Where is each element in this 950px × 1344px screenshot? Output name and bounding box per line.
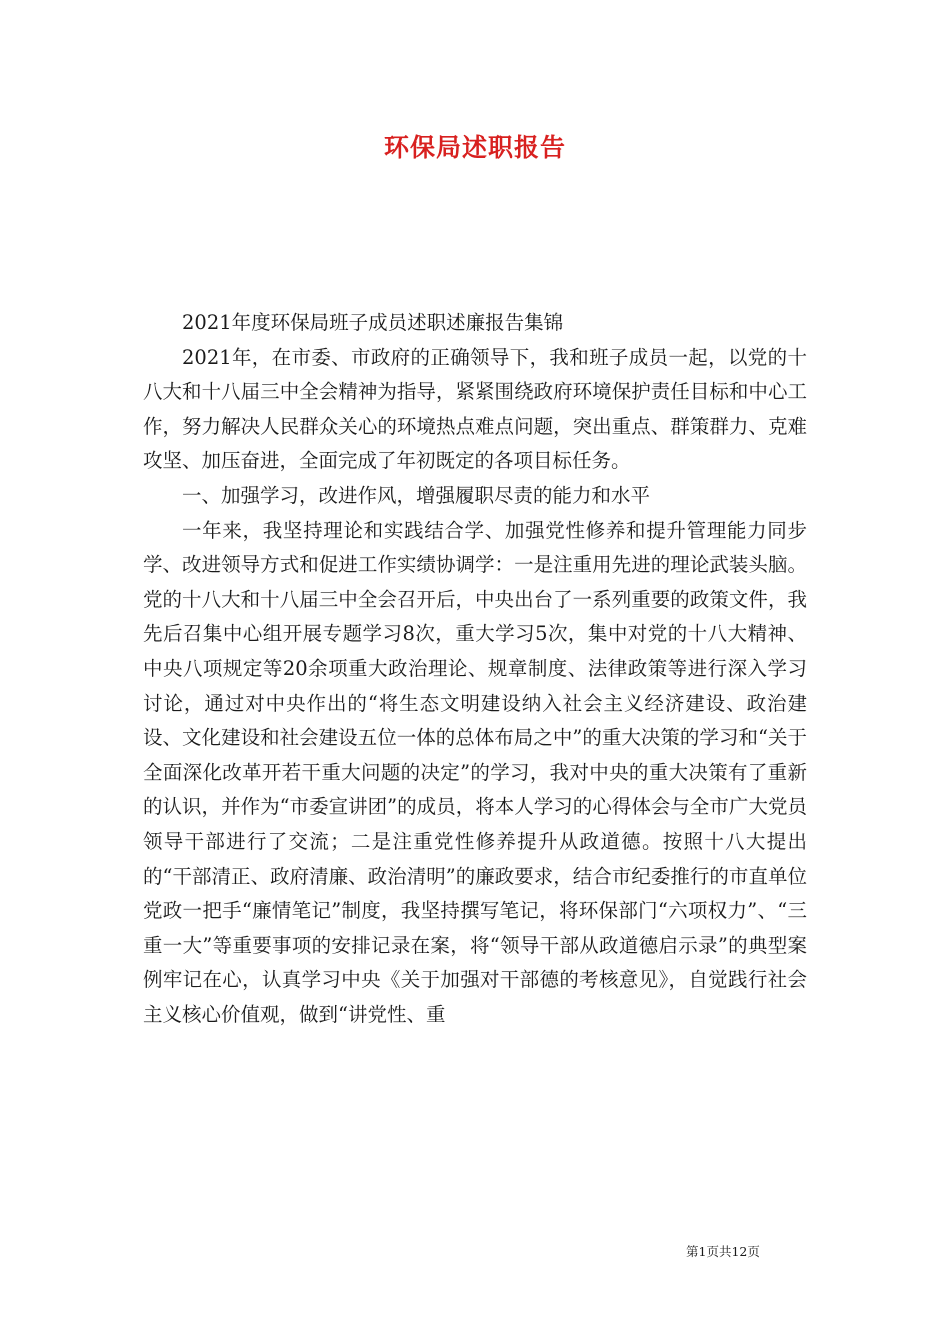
paragraph-subtitle: 2021年度环保局班子成员述职述廉报告集锦 (182, 311, 564, 334)
section-heading: 一、加强学习，改进作风，增强履职尽责的能力和水平 (182, 483, 651, 507)
paragraph-body: 一年来，我坚持理论和实践结合学、加强党性修养和提升管理能力同步学、改进领导方式和促进工作实绩协调学：一是注重用先进的理论武装头脑。党的十八大和十八届三中全会召开后，中央出台了一系列重要的政策文件，我先后召集中心组开展专题学习8次，重大学习5次，集中对党的十八大精神、中央八项规定等20余项重大政治理论、规章制度、法律政策等进行深入学习讨论，通过对中央作出的“将生态文明建设纳入社会主义经济建设、政治建设、文化建设和社会建设五位一体的总体布局之中”的重大决策的学习和“关于全面深化改革开若干重大问题的决定”的学习，我对中央的重大决策有了重新的认识，并作为“市委宣讲团”的成员，将本人学习的心得体会与全市广大党员领导干部进行了交流；二是注重党性修养提升从政道德。按照十八大提出的“干部清正、政府清廉、政治清明”的廉政要求，结合市纪委推行的市直单位党政一把手“廉情笔记”制度，我坚持撰写笔记，将环保部门“六项权力”、“三重一大”等重要事项的安排记录在案，将“领导干部从政道德启示录”的典型案例牢记在心，认真学习中央《关于加强对干部德的考核意见》，自觉践行社会主义核心价值观，做到“讲党性、重 (143, 518, 807, 1026)
page-number: 第1页共12页 (686, 1244, 760, 1259)
document-body (143, 306, 807, 1032)
document-title: 环保局述职报告 (383, 133, 566, 162)
paragraph-intro: 2021年，在市委、市政府的正确领导下，我和班子成员一起，以党的十八大和十八届三中全会精神为指导，紧紧围绕政府环境保护责任目标和中心工作，努力解决人民群众关心的环境热点难点问题，突出重点、群策群力、克难攻坚、加压奋进，全面完成了年初既定的各项目标任务。 (143, 345, 807, 473)
